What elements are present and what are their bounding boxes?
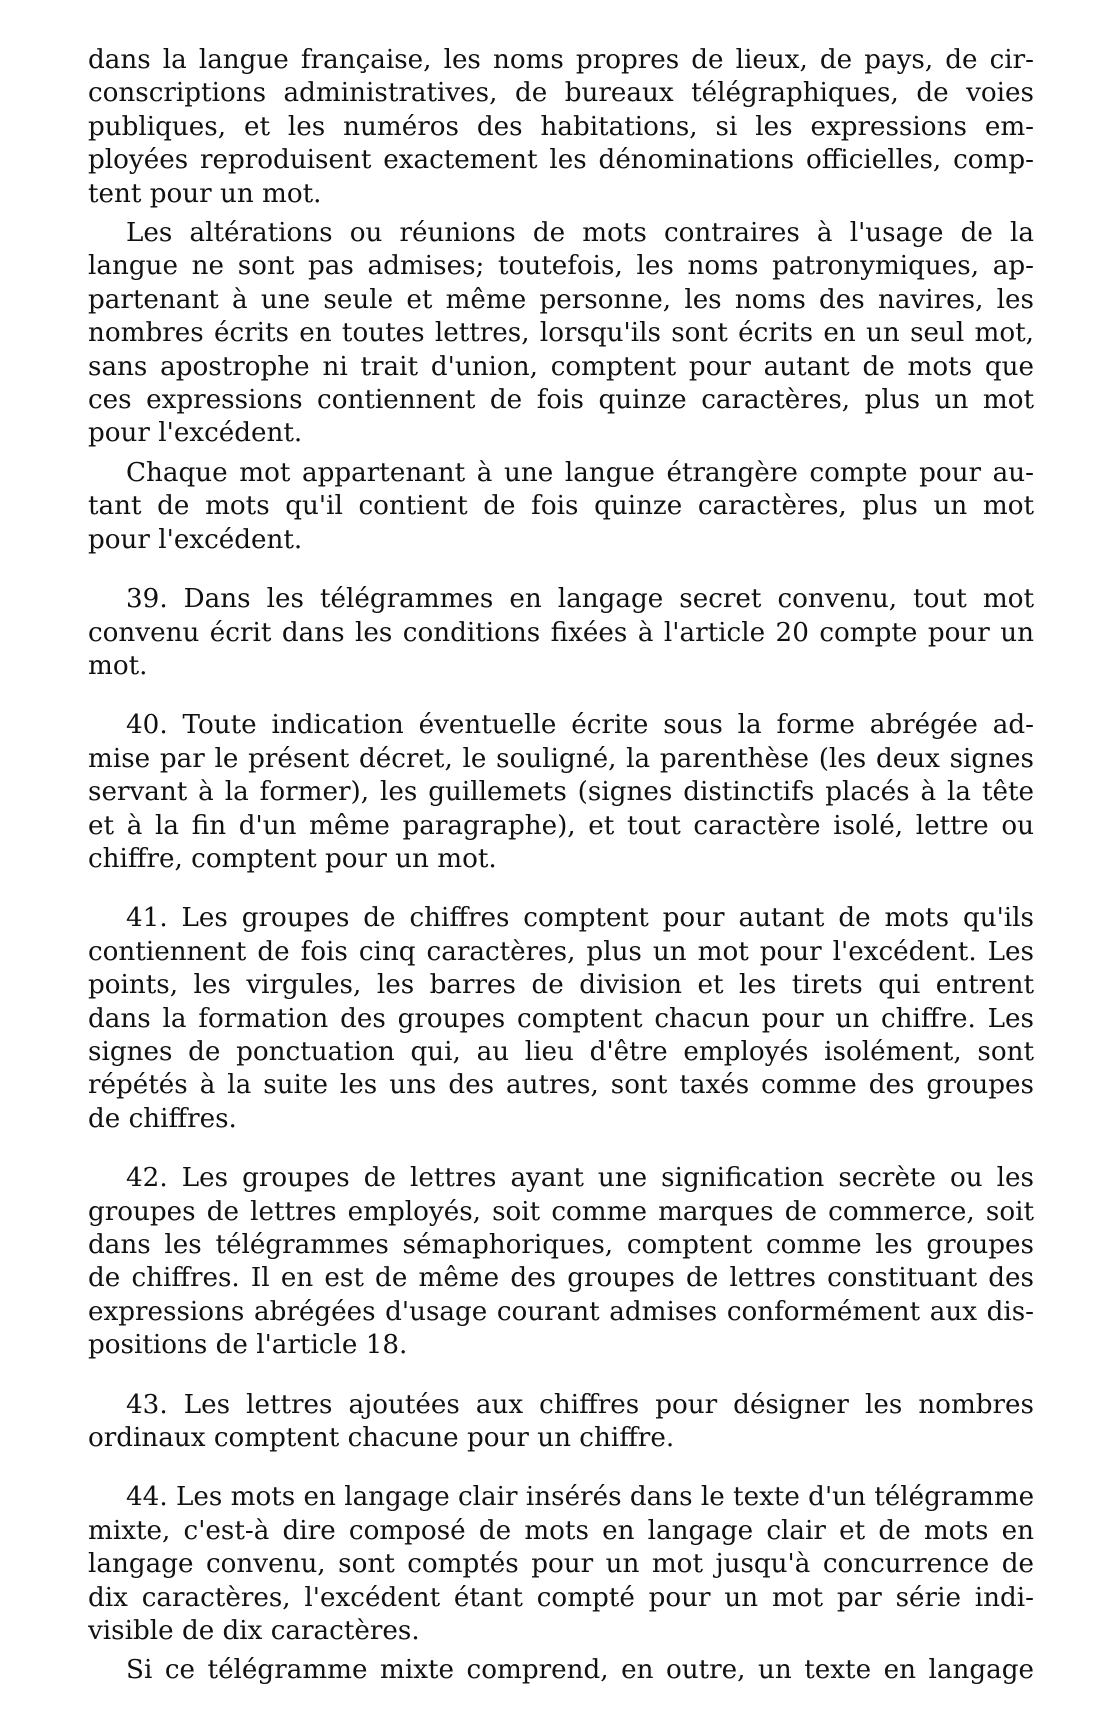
article-44: [88, 1481, 1034, 1648]
text-line: de chiffres. Il en est de même des groupes de lettres constituant des: [88, 1263, 1034, 1294]
text-line: mixte, c'est-à dire composé de mots en langage clair et de mots en: [88, 1515, 1034, 1546]
text-line: 42. Les groupes de lettres ayant une signification secrète ou les: [126, 1163, 1034, 1194]
text-line: et à la fin d'un même paragraphe), et tout caractère isolé, lettre ou: [88, 810, 1034, 841]
document-page: [88, 44, 1034, 1688]
article-41: [88, 902, 1034, 1136]
text-line: signes de ponctuation qui, au lieu d'être employés isolément, sont: [88, 1036, 1034, 1067]
text-line: conscriptions administratives, de bureaux télégraphiques, de voies: [88, 78, 1034, 109]
text-line: servant à la former), les guillemets (signes distinctifs placés à la tête: [88, 777, 1034, 808]
text-line: pour l'excédent.: [88, 524, 303, 555]
text-line: ployées reproduisent exactement les dénominations officielles, comp-: [88, 145, 1034, 176]
article-39: [88, 583, 1034, 683]
text-line: dans la langue française, les noms propres de lieux, de pays, de cir-: [88, 45, 1034, 75]
text-line: publiques, et les numéros des habitations, si les expressions em-: [88, 111, 1034, 142]
text-line: groupes de lettres employés, soit comme marques de commerce, soit: [88, 1196, 1034, 1227]
text-line: dans la formation des groupes comptent chacun pour un chiffre. Les: [88, 1003, 1034, 1034]
text-line: 40. Toute indication éventuelle écrite sous la forme abrégée ad-: [126, 710, 1034, 741]
text-line: de chiffres.: [88, 1103, 237, 1134]
text-line: expressions abrégées d'usage courant admises conformément aux dis-: [88, 1296, 1034, 1327]
paragraph-intro-continued: [88, 44, 1034, 211]
text-line: 41. Les groupes de chiffres comptent pour autant de mots qu'ils: [126, 903, 1034, 934]
text-line: contiennent de fois cinq caractères, plus un mot pour l'excédent. Les: [88, 936, 1034, 967]
text-line: mise par le présent décret, le souligné, la parenthèse (les deux signes: [88, 743, 1034, 774]
text-line: 39. Dans les télégrammes en langage secret convenu, tout mot: [126, 584, 1034, 615]
text-line: sans apostrophe ni trait d'union, comptent pour autant de mots que: [88, 351, 1034, 382]
text-line: dans les télégrammes sémaphoriques, comptent comme les groupes: [88, 1230, 1034, 1260]
paragraph-langue-etrangere: [88, 457, 1034, 557]
text-line: pour l'excédent.: [88, 418, 303, 449]
text-line: ces expressions contiennent de fois quinze caractères, plus un mot: [88, 385, 1034, 416]
text-line: points, les virgules, les barres de division et les tirets qui entrent: [88, 970, 1034, 1001]
text-line: Les altérations ou réunions de mots contraires à l'usage de la: [126, 218, 1034, 249]
text-line: partenant à une seule et même personne, les noms des navires, les: [88, 284, 1034, 315]
text-line: 43. Les lettres ajoutées aux chiffres pour désigner les nombres: [126, 1389, 1034, 1420]
text-line: Chaque mot appartenant à une langue étrangère compte pour au-: [126, 457, 1034, 488]
paragraph-mixte-suite: [88, 1654, 1034, 1687]
text-line: nombres écrits en toutes lettres, lorsqu'ils sont écrits en un seul mot,: [88, 318, 1034, 349]
text-line: langue ne sont pas admises; toutefois, les noms patronymiques, ap-: [88, 251, 1034, 282]
text-line: tent pour un mot.: [88, 178, 322, 209]
text-line: ordinaux comptent chacune pour un chiffre.: [88, 1423, 675, 1454]
article-42: [88, 1162, 1034, 1362]
text-line: convenu écrit dans les conditions fixées à l'article 20 compte pour un: [88, 617, 1034, 648]
article-43: [88, 1389, 1034, 1456]
text-line: 44. Les mots en langage clair insérés dans le texte d'un télégramme: [126, 1482, 1034, 1513]
paragraph-alterations: [88, 217, 1034, 451]
text-line: mot.: [88, 650, 148, 681]
article-40: [88, 709, 1034, 876]
text-line: Si ce télégramme mixte comprend, en outre, un texte en langage: [126, 1655, 1034, 1686]
text-line: dix caractères, l'excédent étant compté pour un mot par série indi-: [88, 1582, 1034, 1613]
text-line: langage convenu, sont comptés pour un mot jusqu'à concurrence de: [88, 1549, 1034, 1580]
text-line: chiffre, comptent pour un mot.: [88, 843, 497, 874]
text-line: positions de l'article 18.: [88, 1330, 408, 1361]
text-line: tant de mots qu'il contient de fois quinze caractères, plus un mot: [88, 491, 1034, 522]
text-line: visible de dix caractères.: [88, 1616, 420, 1647]
text-line: répétés à la suite les uns des autres, sont taxés comme des groupes: [88, 1070, 1034, 1101]
